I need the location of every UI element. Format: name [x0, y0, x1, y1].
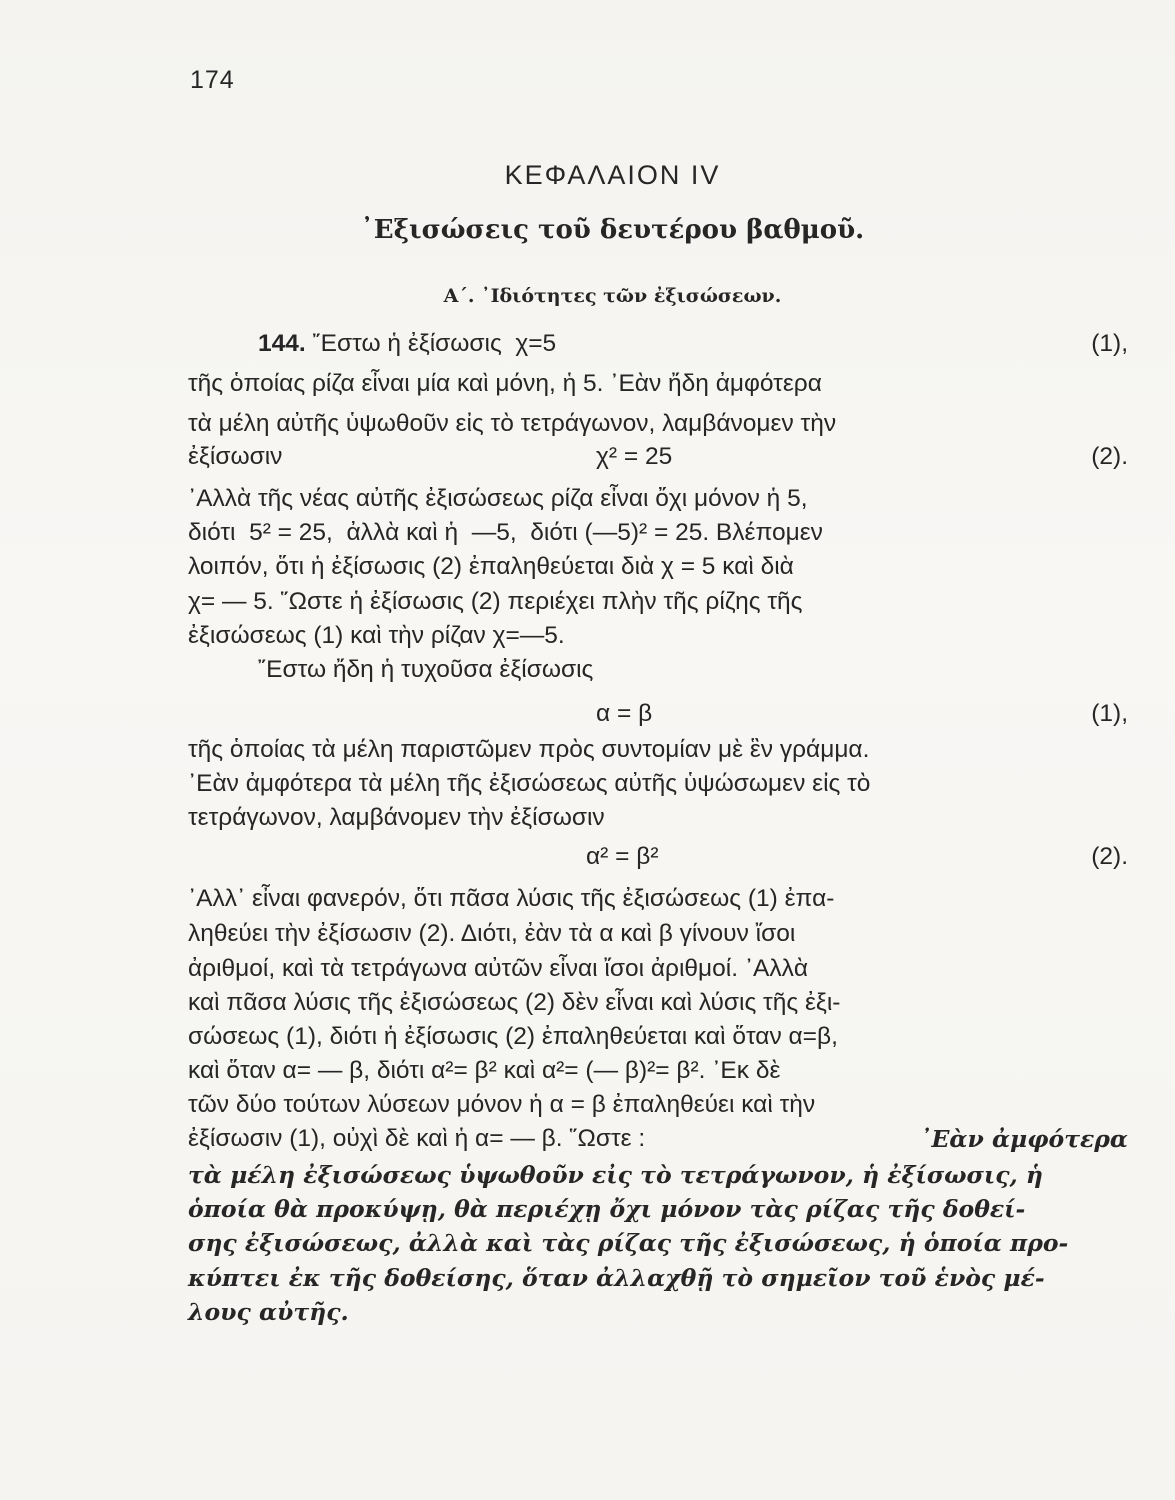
text-segment: ᾽Αλλ᾽ εἶναι φανερόν, ὅτι πᾶσα λύσις τῆς ἐξισώσεως (1) ἐπα-	[188, 885, 835, 912]
body-line	[188, 801, 1128, 835]
text-segment: τὰ μέλη αὐτῆς ὑψωθοῦν εἰς τὸ τετράγωνον, λαμβάνομεν τὴν	[188, 410, 837, 437]
emphasized-rule-text: σης ἐξισώσεως, ἀλλὰ καὶ τὰς ρίζας τῆς ἐξισώσεως, ἡ ὁποία προ-	[188, 1229, 1069, 1257]
emphasized-rule-text: τὰ μέλη ἐξισώσεως ὑψωθοῦν εἰς τὸ τετράγωνον, ἡ ἐξίσωσις, ἡ	[188, 1161, 1043, 1189]
body-line	[188, 407, 1128, 441]
text-segment: τετράγωνον, λαμβάνομεν τὴν ἐξίσωσιν	[188, 804, 605, 831]
equation-line	[188, 697, 1128, 731]
body-line	[188, 367, 1128, 401]
body-line	[188, 952, 1128, 986]
emphasized-line	[188, 1192, 1128, 1226]
body-line	[258, 327, 1128, 361]
body-line	[188, 986, 1128, 1020]
text-segment: διότι 5² = 25, ἀλλὰ καὶ ἡ —5, διότι (—5)² = 25. Βλέπομεν	[188, 519, 823, 546]
page-number: 174	[190, 66, 235, 94]
text-segment: καὶ πᾶσα λύσις τῆς ἐξισώσεως (2) δὲν εἶναι καὶ λύσις τῆς ἐξι-	[188, 989, 841, 1016]
text-segment: ἀριθμοί, καὶ τὰ τετράγωνα αὐτῶν εἶναι ἴσοι ἀριθμοί. ᾽Αλλὰ	[188, 955, 808, 982]
emphasized-rule-text: ὁποία θὰ προκύψῃ, θὰ περιέχῃ ὄχι μόνον τὰς ρίζας τῆς δοθεί-	[188, 1195, 1026, 1223]
body-line	[188, 882, 1128, 916]
body-line	[188, 1088, 1128, 1122]
equation: χ² = 25	[596, 443, 673, 470]
emphasized-rule-text: ᾽Εὰν ἀμφότερα	[919, 1125, 1128, 1153]
paragraph-number: 144.	[258, 330, 306, 357]
emphasized-line	[188, 1226, 1128, 1260]
equation-reference: (1),	[1091, 700, 1128, 727]
paragraph-start	[258, 327, 556, 361]
chapter-title: ΚΕΦΑΛΑΙΟΝ IV	[504, 160, 721, 190]
text-segment: ᾽Αλλὰ τῆς νέας αὐτῆς ἐξισώσεως ρίζα εἶναι ὄχι μόνον ἡ 5,	[188, 485, 808, 512]
text-segment: χ= — 5. ῞Ωστε ἡ ἐξίσωσις (2) περιέχει πλὴν τῆς ρίζης τῆς	[188, 588, 803, 615]
equation-reference: (2).	[1091, 443, 1128, 470]
body-line	[188, 585, 1128, 619]
emphasized-line	[188, 1158, 1128, 1192]
equation-line	[188, 440, 1128, 474]
body-line	[188, 550, 1128, 584]
body-line	[188, 1020, 1128, 1054]
body-line	[188, 1122, 1128, 1156]
text-segment: τῆς ὁποίας ρίζα εἶναι μία καὶ μόνη, ἡ 5. ᾽Εὰν ἤδη ἀμφότερα	[188, 370, 822, 397]
equation-line	[188, 840, 1128, 874]
text-segment: ῎Εστω ἤδη ἡ τυχοῦσα ἐξίσωσις	[258, 656, 594, 683]
emphasized-rule-text: λους αὐτῆς.	[188, 1298, 349, 1326]
emphasized-rule-text: κύπτει ἐκ τῆς δοθείσης, ὅταν ἀλλαχθῇ τὸ σημεῖον τοῦ ἑνὸς μέ-	[188, 1264, 1045, 1292]
text-segment: ῎Εστω ἡ ἐξίσωσις χ=5	[305, 330, 557, 357]
section-title: Α΄. ᾽Ιδιότητες τῶν ἐξισώσεων.	[443, 285, 782, 307]
equation: α = β	[596, 700, 653, 727]
text-segment: ἐξισώσεως (1) καὶ τὴν ρίζαν χ=—5.	[188, 622, 565, 649]
text-segment: καὶ ὅταν α= — β, διότι α²= β² καὶ α²= (— β)²= β². ᾽Εκ δὲ	[188, 1057, 781, 1084]
body-line	[188, 482, 1128, 516]
text-segment: τῆς ὁποίας τὰ μέλη παριστῶμεν πρὸς συντομίαν μὲ ἓν γράμμα.	[188, 736, 870, 763]
text-segment: ᾽Εὰν ἀμφότερα τὰ μέλη τῆς ἐξισώσεως αὐτῆς ὑψώσωμεν εἰς τὸ	[188, 770, 871, 797]
text-segment: λοιπόν, ὅτι ἡ ἐξίσωσις (2) ἐπαληθεύεται διὰ χ = 5 καὶ διὰ	[188, 553, 794, 580]
body-line	[188, 619, 1128, 653]
body-line	[188, 767, 1128, 801]
text-segment: ἐξίσωσιν (1), οὐχὶ δὲ καὶ ἡ α= — β. ῞Ωστε :	[188, 1125, 652, 1152]
emphasized-line	[188, 1295, 1128, 1329]
equation-reference: (2).	[1091, 843, 1128, 870]
text-segment: τῶν δύο τούτων λύσεων μόνον ἡ α = β ἐπαληθεύει καὶ τὴν	[188, 1091, 816, 1118]
equation-reference: (1),	[1091, 330, 1128, 357]
chapter-subtitle: ᾽Εξισώσεις τοῦ δευτέρου βαθμοῦ.	[360, 215, 865, 245]
equation: α² = β²	[586, 843, 659, 870]
body-line	[188, 733, 1128, 767]
text-segment: ἐξίσωσιν	[188, 443, 283, 470]
text-segment: σώσεως (1), διότι ἡ ἐξίσωσις (2) ἐπαληθεύεται καὶ ὅταν α=β,	[188, 1023, 838, 1050]
body-line	[258, 653, 1128, 687]
text-segment: ληθεύει τὴν ἐξίσωσιν (2). Διότι, ἐὰν τὰ α καὶ β γίνουν ἴσοι	[188, 920, 796, 947]
body-line	[188, 516, 1128, 550]
emphasized-line	[188, 1261, 1128, 1295]
body-line	[188, 917, 1128, 951]
body-line	[188, 1054, 1128, 1088]
